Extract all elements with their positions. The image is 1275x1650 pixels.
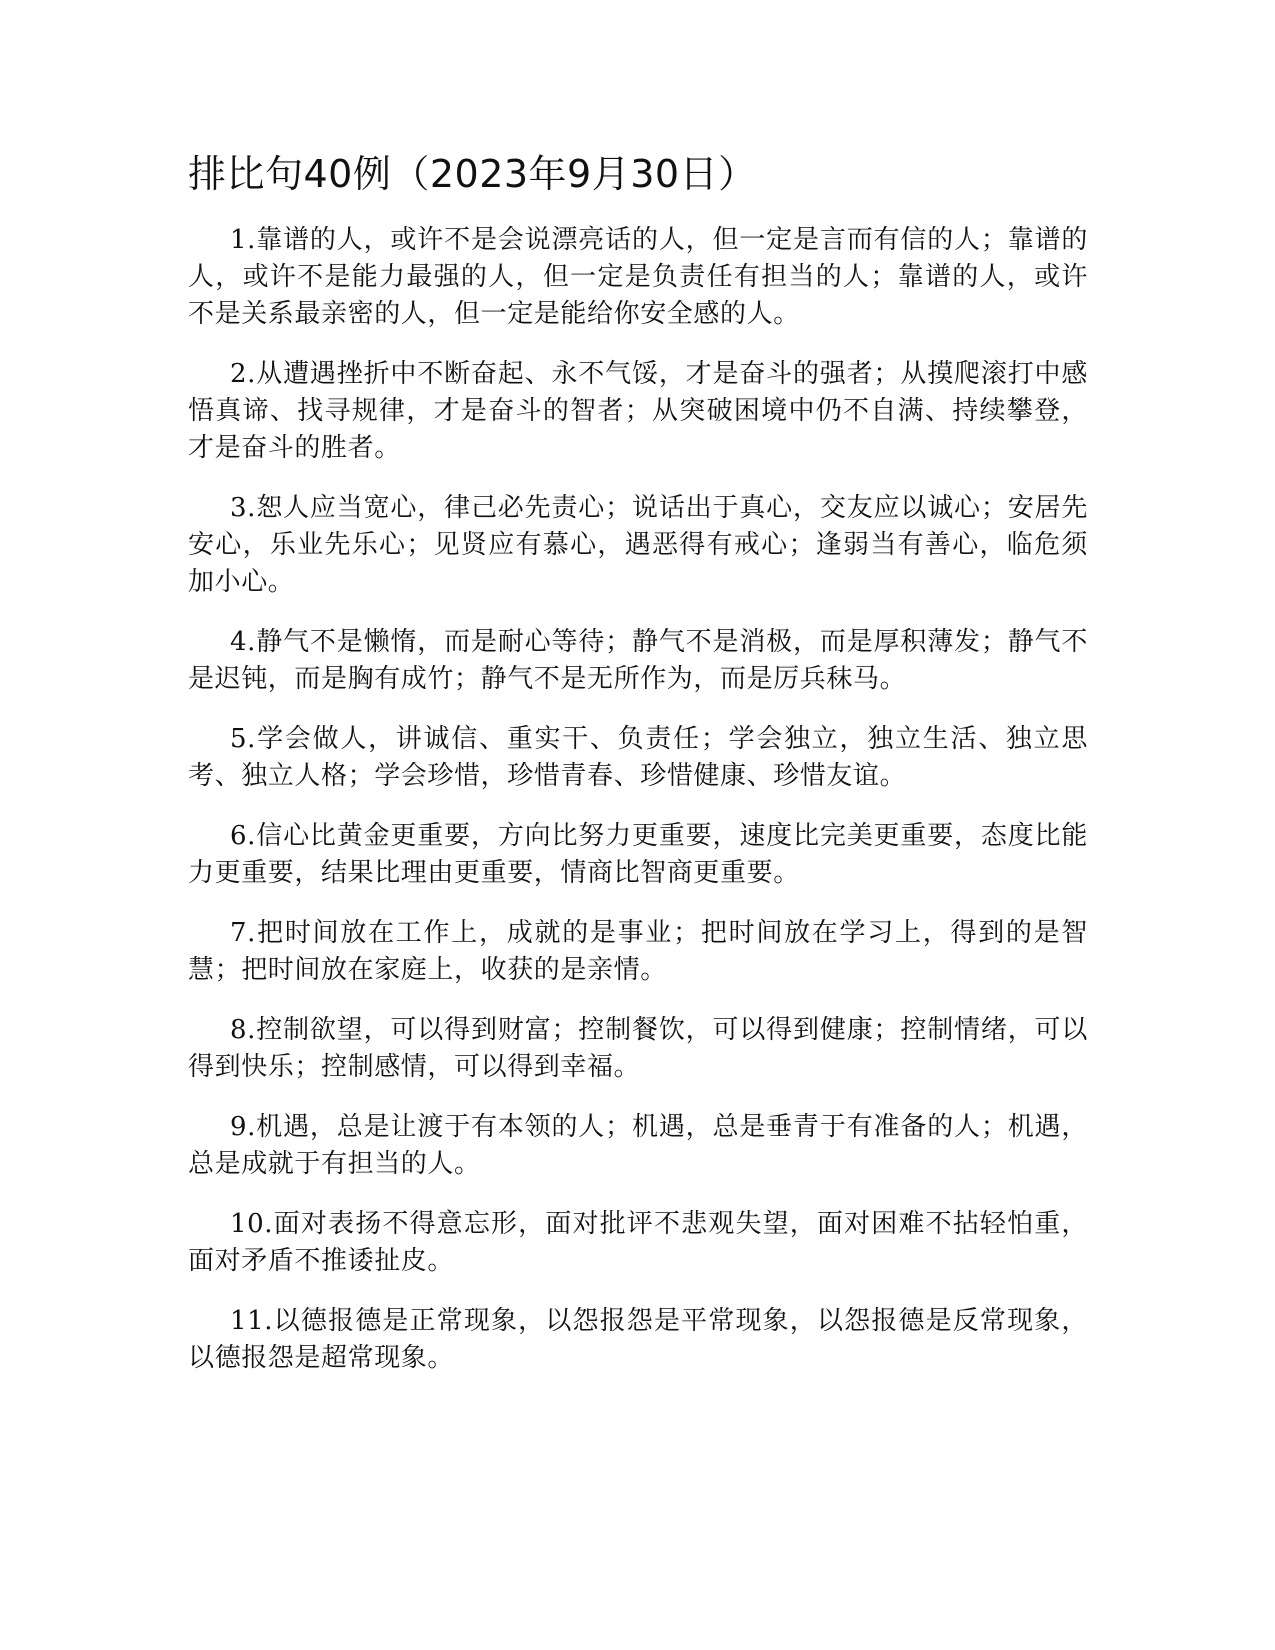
document-title: 排比句40例（2023年9月30日） [188,152,757,196]
list-item: 11.以德报德是正常现象，以怨报怨是平常现象，以怨报德是反常现象，以德报怨是超常现象。 [188,1306,1088,1373]
list-item: 2.从遭遇挫折中不断奋起、永不气馁，才是奋斗的强者；从摸爬滚打中感悟真谛、找寻规律，才是奋斗的智者；从突破困境中仍不自满、持续攀登，才是奋斗的胜者。 [188,359,1088,463]
list-item: 1.靠谱的人，或许不是会说漂亮话的人，但一定是言而有信的人；靠谱的人，或许不是能力最强的人，但一定是负责任有担当的人；靠谱的人，或许不是关系最亲密的人，但一定是能给你安全感的人。 [188,225,1088,329]
list-item: 10.面对表扬不得意忘形，面对批评不悲观失望，面对困难不拈轻怕重，面对矛盾不推诿扯皮。 [188,1209,1088,1276]
list-item: 9.机遇，总是让渡于有本领的人；机遇，总是垂青于有准备的人；机遇，总是成就于有担当的人。 [188,1112,1088,1179]
list-item: 3.恕人应当宽心，律己必先责心；说话出于真心，交友应以诚心；安居先安心，乐业先乐心；见贤应有慕心，遇恶得有戒心；逢弱当有善心，临危须加小心。 [188,493,1088,597]
list-item: 5.学会做人，讲诚信、重实干、负责任；学会独立，独立生活、独立思考、独立人格；学会珍惜，珍惜青春、珍惜健康、珍惜友谊。 [188,724,1088,791]
list-item: 8.控制欲望，可以得到财富；控制餐饮，可以得到健康；控制情绪，可以得到快乐；控制感情，可以得到幸福。 [188,1015,1088,1082]
list-item: 7.把时间放在工作上，成就的是事业；把时间放在学习上，得到的是智慧；把时间放在家庭上，收获的是亲情。 [188,918,1088,985]
list-item: 6.信心比黄金更重要，方向比努力更重要，速度比完美更重要，态度比能力更重要，结果比理由更重要，情商比智商更重要。 [188,821,1088,888]
document-page [188,148,1088,1400]
item-list [188,222,1088,1377]
list-item: 4.静气不是懒惰，而是耐心等待；静气不是消极，而是厚积薄发；静气不是迟钝，而是胸有成竹；静气不是无所作为，而是厉兵秣马。 [188,627,1088,694]
